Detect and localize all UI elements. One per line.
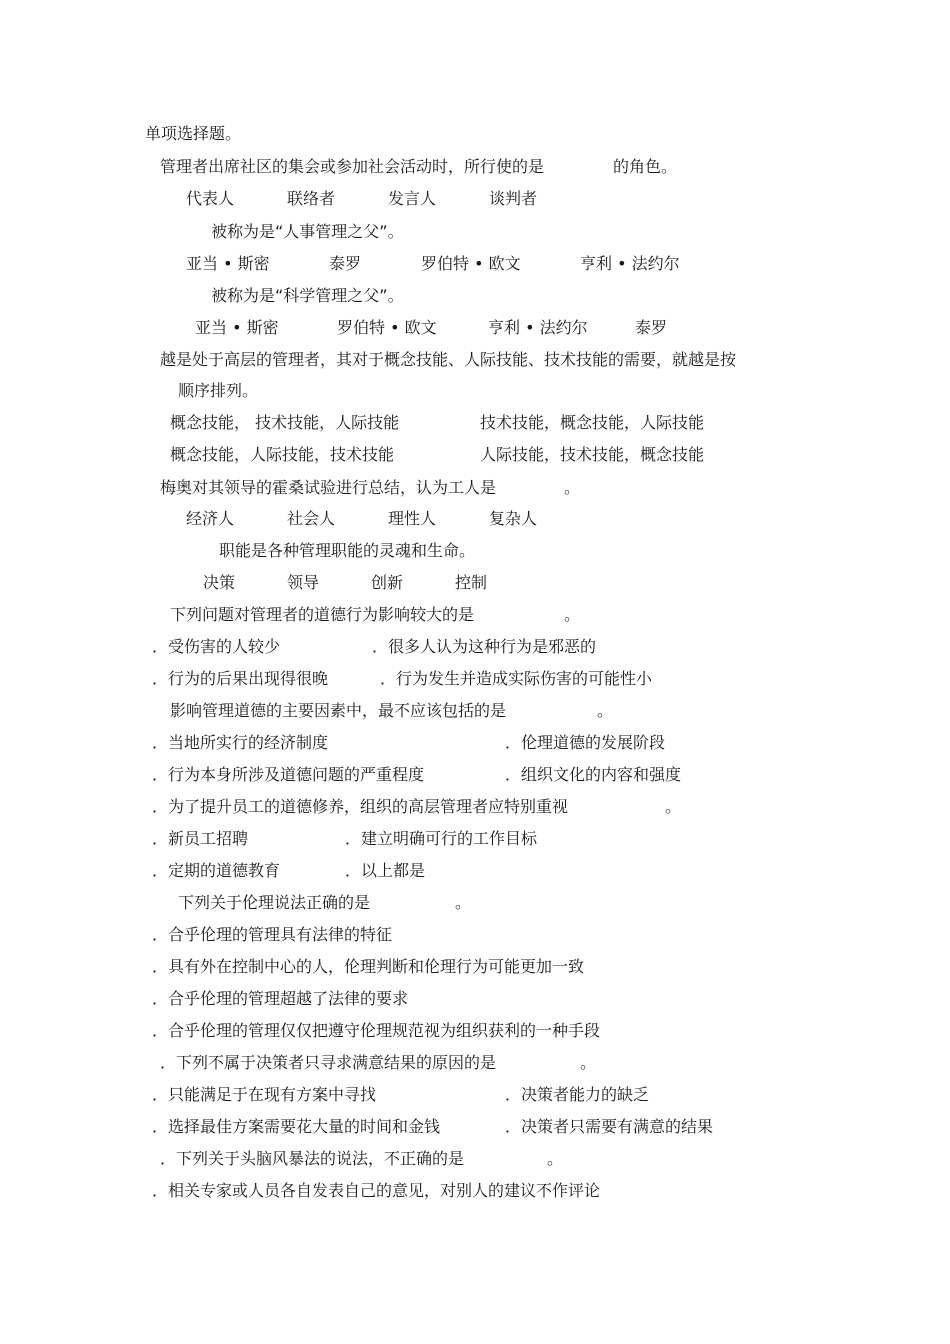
q12-suffix: 。 bbox=[547, 1149, 564, 1168]
q11-suffix: 。 bbox=[580, 1053, 597, 1072]
q11-stem: ．下列不属于决策者只寻求满意结果的原因的是 bbox=[160, 1053, 497, 1072]
q1-option: 发言人 bbox=[388, 189, 437, 208]
q2-option: 罗伯特 • 欧文 bbox=[421, 254, 521, 273]
q4-option: 技术技能，概念技能，人际技能 bbox=[480, 413, 705, 432]
q11-option: ．决策者能力的缺乏 bbox=[505, 1085, 650, 1104]
q1-option: 代表人 bbox=[186, 189, 235, 208]
q6-option: 决策 bbox=[203, 573, 236, 592]
q3-option: 泰罗 bbox=[635, 318, 668, 337]
q7-option: ．行为发生并造成实际伤害的可能性小 bbox=[380, 669, 653, 688]
q5-option: 社会人 bbox=[287, 509, 336, 528]
q3-option: 亚当 • 斯密 bbox=[195, 318, 279, 337]
q1-option: 联络者 bbox=[287, 189, 336, 208]
q9-option: ．新员工招聘 bbox=[152, 829, 249, 848]
q4-option: 人际技能，技术技能，概念技能 bbox=[480, 445, 705, 464]
q9-suffix: 。 bbox=[665, 797, 682, 816]
q5-suffix: 。 bbox=[564, 478, 581, 497]
q10-option: ．合乎伦理的管理具有法律的特征 bbox=[152, 925, 393, 944]
q3-option: 亨利 • 法约尔 bbox=[488, 318, 588, 337]
q3-option: 罗伯特 • 欧文 bbox=[337, 318, 437, 337]
q11-option: ．选择最佳方案需要花大量的时间和金钱 bbox=[152, 1117, 441, 1136]
q8-option: ．伦理道德的发展阶段 bbox=[505, 733, 666, 752]
q4-option: 概念技能，人际技能，技术技能 bbox=[170, 445, 395, 464]
q3-stem: 被称为是“科学管理之父”。 bbox=[211, 286, 404, 305]
q2-option: 亚当 • 斯密 bbox=[186, 254, 270, 273]
q12-stem: ．下列关于头脑风暴法的说法，不正确的是 bbox=[160, 1149, 465, 1168]
q2-option: 亨利 • 法约尔 bbox=[580, 254, 680, 273]
q5-option: 理性人 bbox=[388, 509, 437, 528]
q11-option: ．只能满足于在现有方案中寻找 bbox=[152, 1085, 377, 1104]
q6-option: 控制 bbox=[455, 573, 488, 592]
q1-suffix: 的角色。 bbox=[613, 157, 678, 176]
q9-option: ．以上都是 bbox=[345, 861, 426, 880]
q6-option: 创新 bbox=[371, 573, 404, 592]
q4-stem: 越是处于高层的管理者，其对于概念技能、人际技能、技术技能的需要，就越是按 bbox=[160, 350, 737, 369]
q10-option: ．具有外在控制中心的人，伦理判断和伦理行为可能更加一致 bbox=[152, 957, 585, 976]
q10-option: ．合乎伦理的管理仅仅把遵守伦理规范视为组织获利的一种手段 bbox=[152, 1021, 601, 1040]
q1-option: 谈判者 bbox=[489, 189, 538, 208]
q12-option: ．相关专家或人员各自发表自己的意见，对别人的建议不作评论 bbox=[152, 1181, 601, 1200]
q8-option: ．行为本身所涉及道德问题的严重程度 bbox=[152, 765, 425, 784]
q2-stem: 被称为是“人事管理之父”。 bbox=[211, 222, 404, 241]
q5-option: 复杂人 bbox=[489, 509, 538, 528]
q8-stem: 影响管理道德的主要因素中，最不应该包括的是 bbox=[170, 701, 507, 720]
q8-option: ．组织文化的内容和强度 bbox=[505, 765, 682, 784]
q4-stem-continued: 顺序排列。 bbox=[178, 381, 259, 400]
q4-option: 概念技能， 技术技能，人际技能 bbox=[170, 413, 400, 432]
q5-option: 经济人 bbox=[186, 509, 235, 528]
q7-option: ．受伤害的人较少 bbox=[152, 637, 281, 656]
q10-suffix: 。 bbox=[455, 893, 472, 912]
q6-stem: 职能是各种管理职能的灵魂和生命。 bbox=[219, 541, 476, 560]
q1-stem: 管理者出席社区的集会或参加社会活动时，所行使的是 bbox=[160, 157, 545, 176]
q2-option: 泰罗 bbox=[329, 254, 362, 273]
q10-stem: 下列关于伦理说法正确的是 bbox=[178, 893, 371, 912]
q7-option: ．行为的后果出现得很晚 bbox=[152, 669, 329, 688]
q9-option: ．定期的道德教育 bbox=[152, 861, 281, 880]
q8-option: ．当地所实行的经济制度 bbox=[152, 733, 329, 752]
section-heading: 单项选择题。 bbox=[145, 124, 242, 143]
q9-option: ．建立明确可行的工作目标 bbox=[345, 829, 538, 848]
q7-option: ．很多人认为这种行为是邪恶的 bbox=[372, 637, 597, 656]
q11-option: ．决策者只需要有满意的结果 bbox=[505, 1117, 714, 1136]
q5-stem: 梅奥对其领导的霍桑试验进行总结，认为工人是 bbox=[160, 478, 497, 497]
q9-stem: ．为了提升员工的道德修养，组织的高层管理者应特别重视 bbox=[152, 797, 569, 816]
q10-option: ．合乎伦理的管理超越了法律的要求 bbox=[152, 989, 409, 1008]
q7-suffix: 。 bbox=[564, 605, 581, 624]
q6-option: 领导 bbox=[287, 573, 320, 592]
q8-suffix: 。 bbox=[597, 701, 614, 720]
q7-stem: 下列问题对管理者的道德行为影响较大的是 bbox=[170, 605, 475, 624]
